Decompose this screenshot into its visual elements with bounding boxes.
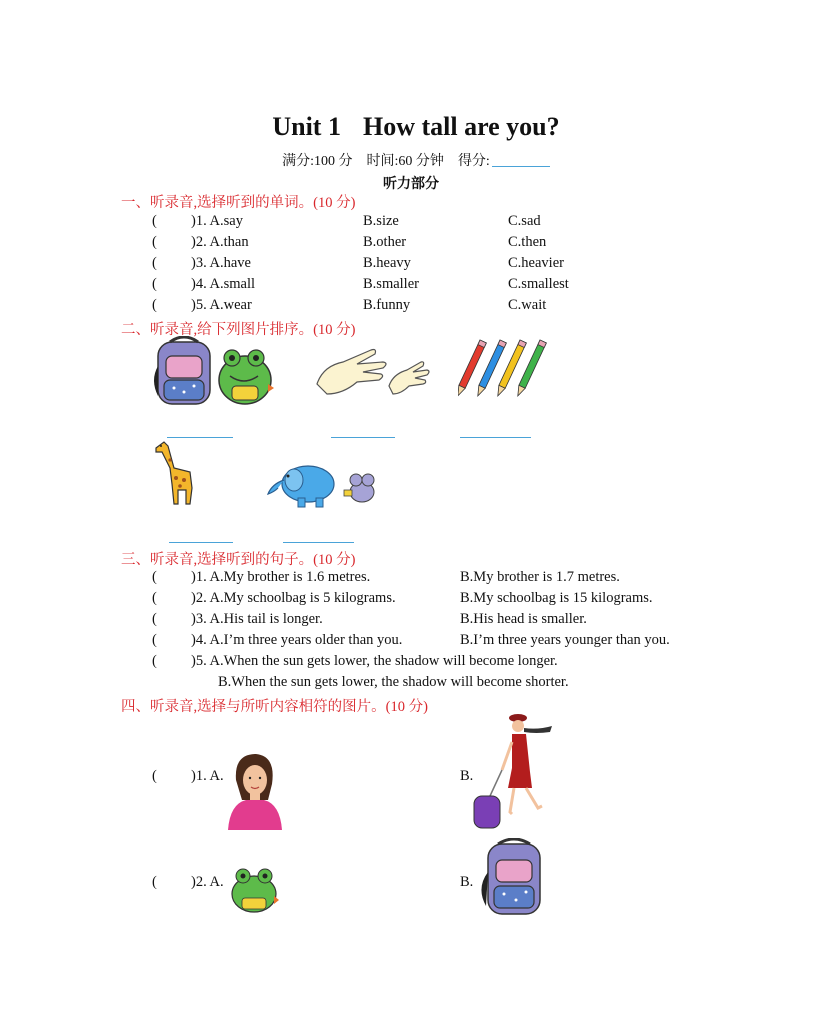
answer-paren[interactable]: ( bbox=[152, 874, 157, 890]
order-blank-3[interactable] bbox=[460, 437, 531, 438]
unit-label: Unit 1 bbox=[272, 112, 341, 141]
answer-paren[interactable]: ( bbox=[152, 611, 157, 627]
option-a: )5. A.wear bbox=[191, 297, 252, 313]
answer-paren[interactable]: ( bbox=[152, 276, 157, 292]
traveler-picture bbox=[472, 712, 558, 832]
section4-heading: 四、听录音,选择与所听内容相符的图片。(10 分) bbox=[121, 699, 428, 715]
full-score: 满分:100 分 bbox=[282, 154, 353, 169]
score-label: 得分: bbox=[457, 154, 490, 169]
order-blank-2[interactable] bbox=[331, 437, 395, 438]
option-c: C.sad bbox=[508, 213, 541, 229]
sentence-b: B.When the sun gets lower, the shadow will become shorter. bbox=[218, 674, 569, 690]
option-c: C.then bbox=[508, 234, 547, 250]
answer-paren[interactable]: ( bbox=[152, 569, 157, 585]
page-title bbox=[0, 112, 832, 142]
frog-bag-picture bbox=[228, 866, 280, 914]
sentence-b: B.His head is smaller. bbox=[460, 611, 587, 627]
schoolbag-picture bbox=[474, 838, 546, 918]
sentence-a: )4. A.I’m three years older than you. bbox=[191, 632, 403, 648]
option-a: )1. A. bbox=[191, 768, 224, 784]
option-b: B. bbox=[460, 874, 474, 890]
option-a: )1. A.say bbox=[191, 213, 243, 229]
option-a: )2. A. bbox=[191, 874, 224, 890]
order-blank-4[interactable] bbox=[169, 542, 233, 543]
part-title: 听力部分 bbox=[383, 177, 439, 192]
elephant-mouse-picture bbox=[264, 460, 384, 510]
option-c: C.heavier bbox=[508, 255, 564, 271]
option-b: B.size bbox=[363, 213, 399, 229]
option-b: B.smaller bbox=[363, 276, 419, 292]
answer-paren[interactable]: ( bbox=[152, 590, 157, 606]
answer-paren[interactable]: ( bbox=[152, 768, 157, 784]
answer-paren[interactable]: ( bbox=[152, 255, 157, 271]
woman-picture bbox=[226, 750, 284, 830]
section2-heading: 二、听录音,给下列图片排序。(10 分) bbox=[121, 322, 356, 338]
answer-paren[interactable]: ( bbox=[152, 213, 157, 229]
option-b: B. bbox=[460, 768, 474, 784]
sentence-a: )2. A.My schoolbag is 5 kilograms. bbox=[191, 590, 396, 606]
option-b: B.other bbox=[363, 234, 407, 250]
answer-paren[interactable]: ( bbox=[152, 632, 157, 648]
sentence-a: )3. A.His tail is longer. bbox=[191, 611, 323, 627]
option-b: B.funny bbox=[363, 297, 411, 313]
option-c: C.wait bbox=[508, 297, 547, 313]
sentence-b: B.I’m three years younger than you. bbox=[460, 632, 670, 648]
option-b: B.heavy bbox=[363, 255, 411, 271]
answer-paren[interactable]: ( bbox=[152, 234, 157, 250]
option-a: )4. A.small bbox=[191, 276, 256, 292]
sentence-b: B.My brother is 1.7 metres. bbox=[460, 569, 620, 585]
time-limit: 时间:60 分钟 bbox=[366, 154, 444, 169]
hands-picture bbox=[313, 336, 435, 398]
option-c: C.smallest bbox=[508, 276, 569, 292]
giraffe-picture bbox=[150, 438, 198, 508]
exam-meta bbox=[0, 150, 832, 170]
section1-heading: 一、听录音,选择听到的单词。(10 分) bbox=[121, 195, 356, 211]
answer-paren[interactable]: ( bbox=[152, 297, 157, 313]
schoolbags-picture bbox=[150, 336, 275, 408]
sentence-a: )1. A.My brother is 1.6 metres. bbox=[191, 569, 371, 585]
sentence-b: B.My schoolbag is 15 kilograms. bbox=[460, 590, 653, 606]
title-text: How tall are you? bbox=[362, 112, 560, 141]
answer-paren[interactable]: ( bbox=[152, 653, 157, 669]
order-blank-5[interactable] bbox=[283, 542, 354, 543]
pencils-picture bbox=[458, 336, 554, 406]
section3-heading: 三、听录音,选择听到的句子。(10 分) bbox=[121, 552, 356, 568]
sentence-a: )5. A.When the sun gets lower, the shadow will become longer. bbox=[191, 653, 558, 669]
option-a: )3. A.have bbox=[191, 255, 251, 271]
score-blank[interactable] bbox=[492, 154, 550, 167]
option-a: )2. A.than bbox=[191, 234, 249, 250]
